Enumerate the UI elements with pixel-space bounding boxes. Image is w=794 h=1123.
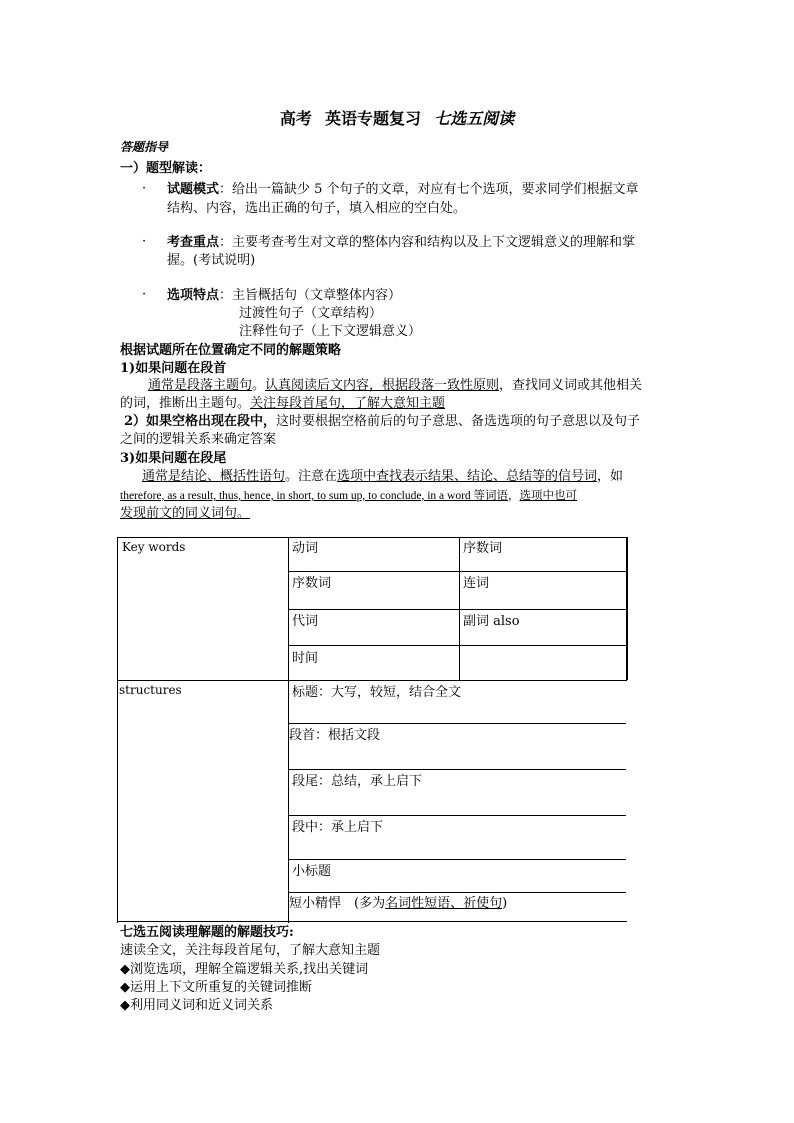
- s2-heading: 2）如果空格出现在段中，: [124, 414, 277, 429]
- strategy-2-line1: [124, 413, 640, 431]
- bullet-3-line2: 过渡性句子（文章结构）: [239, 306, 383, 321]
- strategy-2-line2: 之间的逻辑关系来确定答案: [120, 432, 277, 447]
- strategy-3-line1: [142, 468, 623, 486]
- bullet-1-line1: [167, 181, 639, 199]
- strategy-heading: 根据试题所在位置确定不同的解题策略: [120, 343, 342, 358]
- structures-label: structures: [119, 683, 182, 697]
- kw-cell: 序数词: [463, 541, 503, 556]
- s3-comma: ，: [508, 490, 520, 502]
- title-part-subject: 七选五阅读: [434, 109, 515, 128]
- tip-item: ◆运用上下文所重复的关键词推断: [120, 980, 312, 995]
- page-title: [0, 106, 794, 129]
- strategy-1-heading: 1)如果问题在段首: [120, 361, 227, 376]
- strategy-3-line3: 发现前文的同义词句。: [120, 506, 251, 521]
- structure-item: 标题：大写，较短，结合全文: [292, 685, 462, 700]
- table-row-line: [288, 609, 626, 610]
- kw-cell: 序数词: [292, 576, 332, 591]
- title-part-topic: 英语专题复习: [324, 109, 421, 128]
- bullet-1-text: ：给出一篇缺少 5 个句子的文章，对应有七个选项，要求同学们根据文章: [219, 182, 639, 197]
- structure-last-item: [289, 895, 507, 913]
- bullet-2-text: ：主要考查考生对文章的整体内容和结构以及上下文逻辑意义的理解和掌: [219, 235, 636, 250]
- tips-heading: 七选五阅读理解题的解题技巧:: [120, 925, 294, 940]
- tips-intro: 速读全文，关注每段首尾句，了解大意知主题: [120, 943, 381, 958]
- s1-underline-c: 认真阅读后文内容，根据段落一致性原则: [265, 378, 500, 393]
- table-border-bottom: [117, 921, 627, 922]
- table-border-right: [626, 537, 628, 680]
- bullet-1-line2: 结构、内容，选出正确的句子，填入相应的空白处。: [167, 201, 467, 216]
- bullet-icon: ·: [142, 234, 147, 249]
- bullet-3-text: ：主旨概括句（文章整体内容）: [219, 288, 402, 303]
- kw-cell: 时间: [292, 651, 319, 666]
- section1-heading: 一）题型解读：: [120, 161, 212, 176]
- s1-line2-underline: 关注每段首尾句，了解大意知主题: [250, 396, 446, 411]
- tip-item: ◆利用同义词和近义词关系: [120, 998, 273, 1013]
- title-part-exam: 高考: [279, 109, 312, 128]
- strategy-3-heading: 3)如果问题在段尾: [120, 451, 227, 466]
- structure-line: [288, 769, 626, 770]
- s3-underline-option: 选项中也可: [519, 490, 578, 502]
- kw-cell: 代词: [292, 614, 319, 629]
- s1-text-b: 。: [252, 378, 266, 393]
- strategy-3-line2: [120, 487, 577, 505]
- bullet-icon: ·: [142, 181, 147, 196]
- structure-line: [288, 859, 626, 860]
- bullet-icon: ·: [142, 287, 147, 302]
- s1-text-d: ，查找同义词或其他相关: [499, 378, 643, 393]
- s1-underline-a: 通常是段落主题句: [148, 378, 253, 393]
- bullet-2-line1: [167, 234, 635, 252]
- last-item-underline: 名词性短语、祈使句: [385, 896, 503, 911]
- structure-item: 段中：承上启下: [292, 820, 384, 835]
- s3-signal-words: therefore, as a result, thus, hence, in short, to sum up, to conclude, in a word 等词语: [120, 490, 509, 502]
- structure-item: 段尾：总结，承上启下: [292, 774, 423, 789]
- structure-item: 段首：根括文段: [289, 728, 381, 743]
- s3-text-b: 。注意在: [285, 469, 338, 484]
- structure-item: 小标题: [292, 864, 332, 879]
- bullet-2-line2: 握。(考试说明): [167, 253, 256, 268]
- key-words-label: Key words: [122, 540, 186, 554]
- strategy-1-line2: [120, 395, 445, 413]
- last-item-text: 短小精悍 (多为: [289, 896, 386, 911]
- bullet-3-line1: [167, 287, 401, 305]
- table-section-line: [117, 680, 627, 681]
- s2-text: 这时要根据空格前后的句子意思、备选选项的句子意思以及句子: [276, 414, 641, 429]
- s1-line2-text: 的词，推断出主题句。: [120, 396, 251, 411]
- table-row-line: [288, 645, 626, 646]
- bullet-3-label: 选项特点: [167, 288, 220, 303]
- bullet-2-label: 考查重点: [167, 235, 220, 250]
- structure-line: [288, 892, 626, 893]
- table-row-line: [288, 571, 626, 572]
- strategy-1-line1: [148, 377, 642, 395]
- last-item-close: ): [502, 896, 508, 911]
- s3-text-d: ，如: [597, 469, 624, 484]
- kw-cell: 连词: [463, 576, 490, 591]
- s3-underline-a: 通常是结论、概括性语句: [142, 469, 286, 484]
- table-border-left: [117, 537, 118, 923]
- table-border-top: [117, 537, 627, 538]
- bullet-1-label: 试题模式: [167, 182, 220, 197]
- bullet-3-line3: 注释性句子（上下文逻辑意义）: [239, 324, 422, 339]
- kw-cell: 副词 also: [463, 614, 520, 629]
- guide-label: 答题指导: [120, 140, 169, 154]
- kw-cell: 动词: [292, 541, 319, 556]
- tip-item: ◆浏览选项，理解全篇逻辑关系,找出关键词: [120, 962, 369, 977]
- structure-line: [288, 723, 626, 724]
- structure-line: [288, 815, 626, 816]
- s3-underline-c: 选项中查找表示结果、结论、总结等的信号词: [337, 469, 598, 484]
